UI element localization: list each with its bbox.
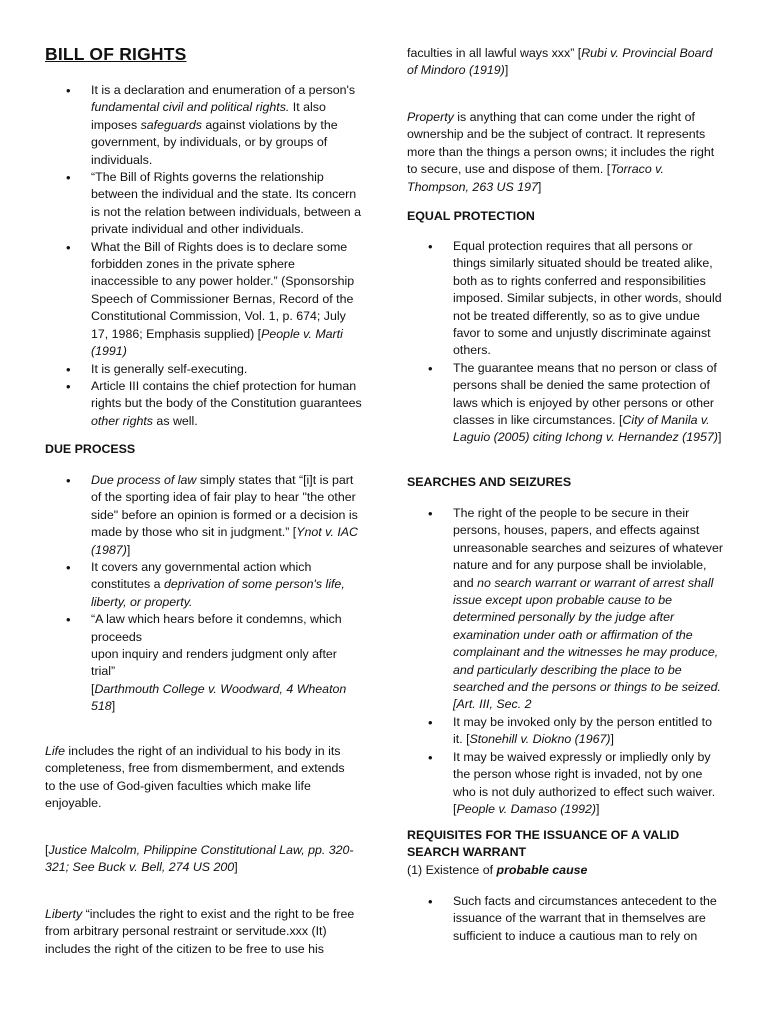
equal-protection-list	[407, 238, 725, 447]
text-run: ]	[596, 801, 600, 816]
text-run: “includes the right to exist and the right to be free from arbitrary personal restraint or servitude.xxx (It) includes the right of the citizen to be free to use his	[45, 907, 355, 956]
text-run: deprivation of some person's life, liberty, or property.	[91, 577, 345, 609]
text-run: Darthmouth College v. Woodward, 4 Wheaton 518	[91, 681, 347, 714]
list-item	[45, 169, 363, 239]
text-run: upon inquiry and renders judgment only after trial”	[91, 647, 337, 679]
list-item	[407, 360, 725, 447]
text-run: ]	[610, 732, 614, 747]
text-run: probable cause	[496, 863, 588, 877]
text-run: Rubi v. Provincial Board of Mindoro (1919)	[407, 46, 713, 78]
text-run: Equal protection requires that all persons or things similarly situated should be treated alike, both as to rights conferred and responsibilities imposed. Similar subjects, in other words, should not be treated differently, so as to give undue favor to some and unjustly discriminate against others.	[453, 239, 722, 358]
list-item	[45, 82, 363, 169]
list-item	[407, 893, 725, 945]
text-run: City of Manila v. Laguio (2005) citing Ichong v. Hernandez (1957)	[453, 413, 718, 445]
malcolm-citation	[45, 842, 363, 877]
list-item	[45, 378, 363, 430]
list-item	[45, 472, 363, 559]
text-run: It is a declaration and enumeration of a person's	[91, 83, 356, 97]
liberty-paragraph	[45, 906, 363, 958]
text-run: ]	[537, 179, 542, 194]
existence-line	[407, 862, 725, 879]
text-run: [	[45, 843, 49, 857]
text-run: The guarantee means that no person or class of persons shall be denied the same protection of laws which is enjoyed by other persons or other classes in like circumstances. [	[453, 360, 717, 428]
text-run: (1) Existence of	[407, 863, 497, 877]
continued-paragraph	[407, 45, 725, 80]
text-run: Torraco v. Thompson, 263 US 197	[407, 162, 664, 194]
text-run: Life	[45, 744, 65, 758]
text-run: ]	[111, 699, 116, 714]
text-run: simply states that “[i]t is part of the sporting idea of fair play to hear "the other side" before an opinion is formed or a decision is made by those who sit in judgment.” [	[91, 473, 358, 540]
text-run: Property	[407, 110, 454, 124]
text-run: Stonehill v. Diokno (1967)	[469, 732, 611, 747]
text-run: no search warrant or warrant of arrest shall issue except upon probable cause to be determined personally by the judge after examination under oath or affirmation of the complainant and the witnesses he may produce, and particularly describing the place to be searched and the persons or things to be seized. [Art. III, Sec. 2	[453, 575, 721, 712]
text-run: [	[91, 681, 95, 696]
list-item	[407, 505, 725, 714]
property-paragraph	[407, 109, 725, 196]
list-item	[45, 239, 363, 361]
text-run: ]	[504, 63, 509, 78]
text-run: ]	[717, 430, 722, 445]
searches-seizures-list	[407, 505, 725, 818]
text-run: as well.	[152, 413, 198, 428]
life-paragraph	[45, 743, 355, 813]
text-run: is anything that can come under the right of ownership and be the subject of contract. It represents more than the things a person owns; it includes the right to secure, use and dispose of them. [	[407, 110, 715, 177]
text-run: Article III contains the chief protection for human rights but the body of the Constitution guarantees	[91, 378, 362, 411]
text-run: ]	[234, 860, 238, 875]
text-run: People v. Marti (1991)	[91, 326, 343, 359]
text-run: Due process of law	[91, 473, 197, 487]
text-run: It may be waived expressly or impliedly only by the person whose right is invaded, not by one who is not duly authorized to effect such waiver. [	[453, 749, 716, 816]
probable-cause-list	[407, 893, 725, 945]
text-run: Justice Malcolm, Philippine Constitutional Law, pp. 320-321; See Buck v. Bell, 274 US 200	[45, 843, 354, 875]
text-run: “The Bill of Rights governs the relationship between the individual and the state. Its concern is not the relation between individuals, between a private individual and other individuals.	[91, 170, 362, 237]
list-item	[45, 361, 363, 378]
list-item	[407, 714, 725, 749]
list-item	[407, 238, 725, 360]
bill-of-rights-list	[45, 82, 363, 430]
list-item	[407, 749, 725, 819]
equal-protection-heading: EQUAL PROTECTION	[407, 209, 535, 223]
text-run: Ynot v. IAC (1987)	[91, 525, 358, 557]
text-run: People v. Damaso (1992)	[456, 801, 597, 816]
text-run: “A law which hears before it condemns, which proceeds	[91, 612, 342, 644]
requisites-heading: REQUISITES FOR THE ISSUANCE OF A VALID SEARCH WARRANT	[407, 828, 680, 860]
text-run: Such facts and circumstances antecedent to the issuance of the warrant that in themselves are sufficient to induce a cautious man to rely on	[453, 894, 717, 943]
text-run: It also imposes	[91, 100, 326, 132]
due-process-heading: DUE PROCESS	[45, 442, 136, 456]
text-run: Liberty	[45, 907, 83, 921]
searches-seizures-heading: SEARCHES AND SEIZURES	[407, 475, 572, 489]
text-run: ]	[126, 542, 131, 557]
list-item	[45, 559, 363, 611]
list-item	[45, 611, 363, 715]
text-run: It is generally self-executing.	[91, 361, 248, 376]
page-title: BILL OF RIGHTS	[45, 44, 187, 64]
text-run: fundamental civil and political rights.	[91, 100, 290, 115]
text-run: against violations by the government, by individuals, or by groups of individuals.	[91, 117, 338, 167]
text-run: The right of the people to be secure in their persons, houses, papers, and effects against unreasonable searches and seizures of whatever nature and for any purpose shall be inviolable, and	[453, 506, 724, 590]
text-run: includes the right of an individual to his body in its completeness, free from dismemberment, and extends to the use of God-given faculties which make life enjoyable.	[45, 744, 345, 811]
text-run: It may be invoked only by the person entitled to it. [	[453, 714, 712, 747]
text-run: other rights	[91, 413, 153, 428]
text-run: It covers any governmental action which constitutes a	[91, 560, 312, 592]
text-run: safeguards	[140, 117, 202, 132]
due-process-list	[45, 472, 363, 716]
text-run: What the Bill of Rights does is to declare some forbidden zones in the private sphere inaccessible to any power holder.” (Sponsorship Speech of Commissioner Bernas, Record of the Constitutional Commission, Vol. 1, p. 674; July 17, 1986; Emphasis supplied) [	[91, 239, 355, 341]
text-run: faculties in all lawful ways xxx” [	[407, 46, 582, 60]
